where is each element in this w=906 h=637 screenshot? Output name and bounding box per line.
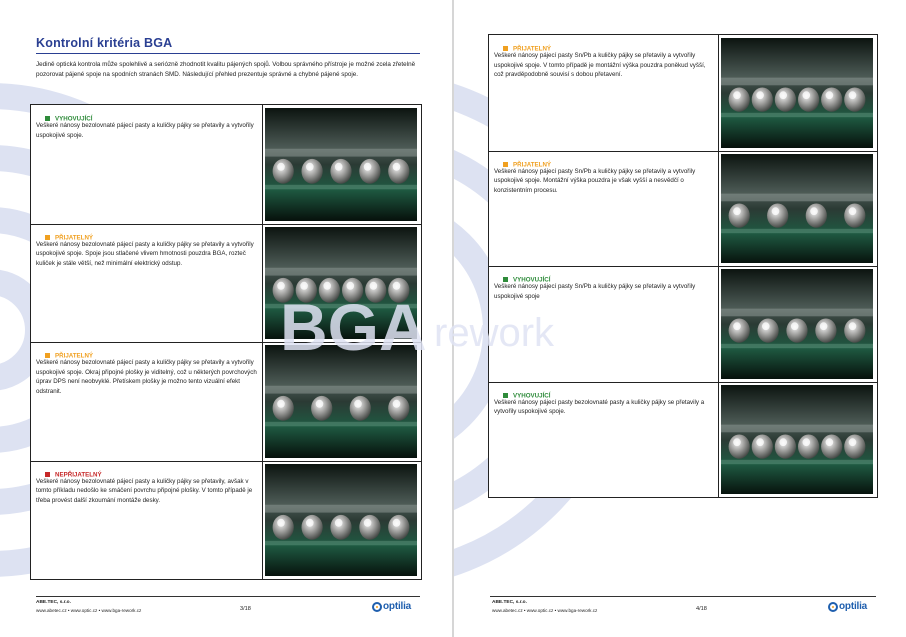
criteria-description: Veškeré nánosy pájecí pasty Sn/Pb a kuličky pájky se přetavily a vytvořily uspokojivé spoje [494, 283, 696, 300]
criteria-text-cell [489, 382, 719, 498]
solder-joint-micrograph [721, 385, 873, 495]
status-label: PŘIJATELNÝ [55, 352, 94, 360]
criteria-description: Veškeré nánosy pájecí pasty bezolovnaté pasty a kuličky pájky se přetavily a vytvořily uspokojivé spoje. [494, 398, 705, 416]
solder-joint-micrograph [265, 464, 417, 577]
criteria-table [488, 34, 878, 498]
solder-joint-photo [265, 108, 417, 221]
status-label: NEPŘIJATELNÝ [55, 470, 102, 478]
solder-joint-micrograph [721, 38, 873, 148]
criteria-row [31, 224, 421, 344]
criteria-text-cell [31, 461, 263, 580]
optilia-logo-text: optilia [839, 601, 868, 613]
criteria-row [31, 461, 421, 580]
criteria-description: Veškeré nánosy bezolovnaté pájecí pasty a kuličky pájky se přetavily a vytvořily uspokojivé spoje. Spoje jsou stlačené vlivem hmotnosti pouzdra BGA, rozteč kuliček je stále větší, než minimální elektrický odstup. [36, 240, 254, 267]
criteria-row [31, 342, 421, 462]
status-label: PŘIJATELNÝ [513, 160, 552, 168]
watermark-rework-text: rework [434, 311, 555, 355]
criteria-text-cell [489, 35, 719, 151]
criteria-row [489, 35, 877, 152]
solder-joint-micrograph [721, 154, 873, 264]
solder-joint-micrograph [265, 108, 417, 221]
intro-paragraph: Jedině optická kontrola může spolehlivě a seriózně zhodnotit kvalitu pájených spojů. Volbou správného přístroje je možné zcela zřetelně pozorovat pájené spoje na spodních stranách SMD. Následující přehled prezentuje správné a chybné pájené spoje. [36, 61, 416, 78]
status-label: PŘIJATELNÝ [513, 45, 552, 53]
footer-divider [490, 596, 876, 597]
criteria-text-cell [31, 105, 263, 224]
page-3 [0, 0, 452, 637]
criteria-description: Veškeré nánosy bezolovnaté pájecí pasty a kuličky pájky se přetavily a vytvořily uspokojivé spoje. Okraj připojné plošky je viditelný, což u některých povrchových úprav DPS není neobvyklé. Přetískem plošky je možno tento vizuální efekt odstranit. [36, 359, 257, 395]
criteria-row [489, 151, 877, 268]
status-label: VYHOVUJÍCÍ [513, 276, 551, 284]
optilia-logo [372, 598, 411, 614]
optilia-logo-icon [828, 602, 838, 612]
footer-company: ABE.TEC, s.r.o. [492, 600, 527, 605]
footer-company: ABE.TEC, s.r.o. [36, 600, 71, 605]
optilia-logo-text: optilia [383, 601, 412, 613]
solder-joint-photo [265, 227, 417, 340]
solder-joint-photo [265, 345, 417, 458]
solder-joint-micrograph [265, 345, 417, 458]
footer-links: www.abetec.cz • www.optic.cz • www.bga-rework.cz [36, 608, 142, 613]
page-title: Kontrolní kritéria BGA [36, 36, 173, 50]
status-label: VYHOVUJÍCÍ [513, 391, 551, 399]
status-label: PŘIJATELNÝ [55, 233, 94, 241]
status-label: VYHOVUJÍCÍ [55, 115, 93, 123]
criteria-table [30, 104, 422, 580]
criteria-text-cell [31, 342, 263, 461]
criteria-row [489, 382, 877, 498]
page-4 [454, 0, 906, 637]
page-number: 3/18 [240, 606, 251, 612]
footer-links: www.abetec.cz • www.optic.cz • www.bga-rework.cz [492, 608, 598, 613]
criteria-row [31, 105, 421, 225]
criteria-row [489, 266, 877, 383]
watermark-bga-text: BGA [280, 290, 427, 364]
footer-divider [36, 596, 420, 597]
solder-joint-photo [721, 269, 873, 379]
criteria-description: Veškeré nánosy bezolovnaté pájecí pasty a kuličky pájky se přetavily a vytvořily uspokojivé spoje. [36, 122, 254, 139]
solder-joint-micrograph [265, 227, 417, 340]
solder-joint-micrograph [721, 269, 873, 379]
solder-joint-photo [721, 38, 873, 148]
criteria-description: Veškeré nánosy bezolovnaté pájecí pasty a kuličky pájky se přetavily, avšak v tomto příkladu nedošlo ke smáčení povrchu připojné plošky. V tomto případě je třeba provést další zkoumání montáže desky. [36, 477, 253, 504]
optilia-logo [828, 598, 867, 614]
title-divider [36, 53, 420, 54]
criteria-text-cell [489, 151, 719, 267]
criteria-description: Veškeré nánosy pájecí pasty Sn/Pb a kuličky pájky se přetavily a vytvořily uspokojivé spoje. Montážní výška pouzdra je však vyšší a nesvědčí o konzistentním procesu. [494, 167, 696, 194]
solder-joint-photo [721, 154, 873, 264]
page-number: 4/18 [696, 606, 707, 612]
criteria-text-cell [31, 224, 263, 343]
solder-joint-photo [721, 385, 873, 495]
criteria-description: Veškeré nánosy pájecí pasty Sn/Pb a kuličky pájky se přetavily a vytvořily uspokojivé spoje. V tomto případě je montážní výška pouzdra poněkud vyšší, což pravděpodobně souvisí s dobou přetavení. [494, 52, 706, 79]
optilia-logo-icon [372, 602, 382, 612]
criteria-text-cell [489, 266, 719, 382]
solder-joint-photo [265, 464, 417, 577]
